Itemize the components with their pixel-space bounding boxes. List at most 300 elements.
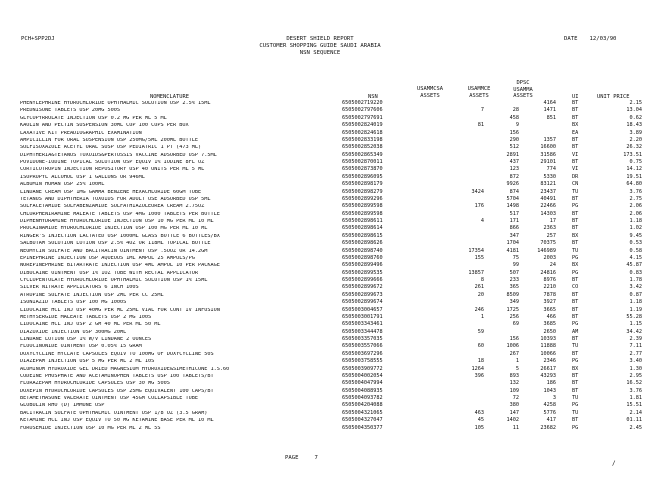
page-label: PAGE	[285, 455, 299, 461]
nsn-cell: 6505002898740	[342, 247, 383, 254]
nsn-cell: 6505003344478	[342, 328, 383, 335]
usammcsa-assets-cell: 18	[477, 358, 484, 365]
dpsc-assets-cell: 774	[546, 166, 556, 173]
usammce-assets-cell: 2891	[506, 151, 519, 158]
dpsc-assets-cell: 24816	[540, 269, 556, 276]
dpsc-assets-cell: 466	[546, 313, 556, 320]
nomenclature-cell: PHENYLEPHRINE HYDROCHLORIDE OPHTHALMIC SOLUTION USP 2.5% 15ML	[20, 101, 211, 106]
dpsc-assets-cell: 1471	[543, 107, 556, 114]
unit-price-cell: 2.39	[629, 336, 642, 342]
dpsc-assets-cell: 22466	[540, 203, 556, 210]
nsn-cell: 6505002896095	[342, 173, 383, 180]
nomenclature-cell: DOXYCYCLINE HYCLATE CAPSULES EQUIV TO 100MG OF DOXYCYCLINE 50S	[20, 351, 214, 357]
unit-of-issue-cell: BT	[572, 336, 579, 342]
unit-price-cell: 2.15	[629, 100, 642, 106]
unit-of-issue-cell: BT	[572, 387, 579, 394]
unit-of-issue-cell: BT	[572, 218, 579, 224]
column-header-usammce	[459, 86, 499, 99]
nsn-cell: 6505004088935	[342, 387, 383, 394]
unit-of-issue-cell: CO	[572, 284, 579, 291]
usammcsa-assets-cell: 7	[480, 107, 484, 114]
dpsc-assets-cell: 2363	[543, 225, 556, 232]
dpsc-assets-cell: 10393	[540, 336, 556, 342]
dpsc-assets-cell: 3	[552, 395, 556, 401]
unit-of-issue-cell: BT	[572, 107, 579, 114]
unit-price-cell: 64.80	[626, 181, 642, 188]
nsn-cell: 6505002898760	[342, 254, 383, 261]
usammcsa-assets-cell: 105	[474, 424, 484, 431]
nomenclature-cell: ALBUMIN HUMAN USP 25% 100ML	[20, 182, 105, 188]
unit-price-cell: 3.76	[629, 188, 642, 195]
unit-price-cell: 3.76	[629, 387, 642, 394]
nsn-cell: 6505002898279	[342, 188, 383, 195]
table-row	[20, 116, 642, 123]
usammce-assets-cell: 365	[509, 284, 519, 291]
unit-price-cell: 13.04	[626, 107, 642, 114]
dpsc-assets-cell: 2650	[543, 328, 556, 335]
usammce-assets-cell: 872	[509, 173, 519, 180]
dpsc-assets-cell: 24	[549, 262, 556, 269]
nomenclature-cell: LINDANE CREAM USP 1MG GAMMA BENZENE HEXACHLORIDE 60GM TUBE	[20, 189, 202, 195]
unit-of-issue-cell: VI	[572, 151, 579, 158]
usammcsa-assets-cell: 396	[474, 372, 484, 379]
dpsc-assets-cell: 2003	[543, 254, 556, 261]
nomenclature-cell: FLUOCINONIDE OINTMENT USP 0.05% 15 GRAM	[20, 344, 142, 350]
nsn-cell: 6505004350377	[342, 424, 383, 431]
unit-price-cell: 2.14	[629, 409, 642, 416]
usammcsa-assets-cell: 17354	[468, 247, 484, 254]
nomenclature-cell: FUROSEMIDE INJECTION USP 10 MG PER ML 2 ML 5S	[20, 425, 161, 431]
nomenclature-cell: GLYCOPYRROLATE INJECTION USP 0.2 MG PER ML 5 ML	[20, 115, 167, 121]
nsn-cell: 6505003343461	[342, 321, 383, 328]
unit-price-cell: 19.51	[626, 173, 642, 180]
nomenclature-cell: SULFACETAMIDE SULFABENZAMIDE SULFATHIAZOLEUREA CREAM 2.75OZ	[20, 204, 205, 210]
nomenclature-cell: NEOMYCIN SULFATE AND BACITRACIN OINTMENT USP .5OOZ OR 14.2GM	[20, 248, 208, 254]
unit-price-cell: 3.42	[629, 284, 642, 291]
usammce-assets-cell: 458	[509, 114, 519, 121]
usammce-assets-cell: 233	[509, 277, 519, 283]
usammcsa-assets-cell: 20	[477, 291, 484, 298]
column-header-ui: UI	[572, 94, 579, 100]
unit-of-issue-cell: TU	[572, 343, 579, 350]
unit-of-issue-cell: PG	[572, 321, 579, 328]
dpsc-assets-cell: 4164	[543, 100, 556, 106]
unit-of-issue-cell: BT	[572, 159, 579, 165]
column-header-usammcsa	[410, 86, 450, 99]
unit-of-issue-cell: BT	[572, 372, 579, 379]
usammce-assets-cell: 11	[512, 424, 519, 431]
nsn-cell: 6505002824618	[342, 129, 383, 136]
nomenclature-cell: CODEINE PHOSPHATE AND ACETAMINOPHEN TABLETS USP 100 TABLETS/BT	[20, 373, 214, 379]
usammcsa-assets-cell: 3424	[471, 188, 484, 195]
dpsc-assets-cell: 3685	[543, 321, 556, 328]
nomenclature-cell: METHYSERGIDE MALEATE TABLETS USP 2 MG 100S	[20, 314, 152, 320]
usammcsa-assets-cell: 59	[477, 328, 484, 335]
nsn-cell: 6505002898614	[342, 225, 383, 232]
usammce-assets-cell: 1	[515, 358, 519, 365]
dpsc-assets-label: ASSETS	[513, 93, 533, 100]
unit-of-issue-cell: BT	[572, 380, 579, 387]
dpsc-assets-cell: 4258	[543, 402, 556, 409]
usammce-assets-cell: 1498	[506, 203, 519, 210]
nsn-cell: 6505002899296	[342, 195, 383, 202]
nsn-cell: 6505003758555	[342, 358, 383, 365]
unit-price-cell: 0.58	[629, 247, 642, 254]
dpsc-label: DPSC	[516, 80, 530, 86]
unit-price-cell: 15.51	[626, 402, 642, 409]
unit-price-cell: 3.40	[629, 358, 642, 365]
usammce-label: USAMMCE	[467, 86, 491, 92]
dpsc-assets-cell: 11888	[540, 343, 556, 350]
unit-price-cell: 1.19	[629, 306, 642, 313]
nsn-cell: 6505002899666	[342, 277, 383, 283]
dpsc-assets-cell: 31586	[540, 151, 556, 158]
unit-of-issue-cell: BT	[572, 144, 579, 151]
nomenclature-cell: ISOPROPYL ALCOHOL USP 1 GALLONS OR 946ML	[20, 174, 145, 180]
column-header-nomenclature: NOMENCLATURE	[150, 94, 189, 100]
nomenclature-cell: TETANUS AND DIPHTHERIA TOXOIDS FOR ADULT USE ADSORBED USP 5ML	[20, 196, 211, 202]
dpsc-assets-cell: 3665	[543, 306, 556, 313]
usammce-assets-cell: 75	[512, 254, 519, 261]
usammce-assets-cell: 99	[512, 262, 519, 269]
dpsc-assets-cell: 23682	[540, 424, 556, 431]
dpsc-assets-cell: 17	[549, 218, 556, 224]
nomenclature-cell: PROCAINAMIDE HYDROCHLORIDE INJECTION USP 100 MG PER ML 10 ML	[20, 226, 208, 232]
usammce-assets-cell: 1402	[506, 417, 519, 424]
nsn-cell: 6505003001791	[342, 313, 383, 320]
dpsc-assets-cell: 26617	[540, 365, 556, 372]
usammcsa-assets-cell: 246	[474, 306, 484, 313]
unit-of-issue-cell: TU	[572, 409, 579, 416]
unit-price-cell: 1.02	[629, 225, 642, 232]
nsn-cell: 6505002899598	[342, 203, 383, 210]
unit-of-issue-cell: PG	[572, 402, 579, 409]
usammce-assets-cell: 512	[509, 144, 519, 151]
unit-of-issue-cell: BT	[572, 114, 579, 121]
usammce-assets-cell: 1725	[506, 306, 519, 313]
unit-of-issue-cell: BT	[572, 313, 579, 320]
usammce-assets-cell: 28	[512, 107, 519, 114]
unit-of-issue-cell: PG	[572, 203, 579, 210]
dpsc-assets-cell: 70375	[540, 240, 556, 247]
usammce-assets-cell: 72	[512, 395, 519, 401]
unit-of-issue-cell: VI	[572, 166, 579, 173]
nomenclature-cell: LAXATIVE KIT PREADIOGRAPHIC EXAMINATION	[20, 130, 142, 136]
dpsc-assets-cell: 40491	[540, 195, 556, 202]
nsn-cell: 6505004002054	[342, 372, 383, 379]
column-header-nsn: NSN	[368, 94, 378, 100]
nomenclature-cell: DIPHTHERIA&TETANUS TOXOIDS&PERTUSSIS VACCINE ADSORBED USP 7.5ML	[20, 152, 217, 158]
table-row	[20, 123, 642, 130]
dpsc-assets-cell: 146989	[537, 247, 556, 254]
nsn-cell: 6505002898611	[342, 218, 383, 224]
usammce-assets-cell: 69	[512, 321, 519, 328]
nomenclature-cell: NOREPINEPHRINE BITARTRATE INJECTION USP 4ML AMPUL 10 PER PACKAGE	[20, 263, 220, 269]
date-label: DATE	[564, 36, 578, 42]
unit-price-cell: 2.06	[629, 203, 642, 210]
nsn-cell: 6505004204088	[342, 402, 383, 409]
nsn-cell: 6505002899496	[342, 262, 383, 269]
nomenclature-cell: CORTICOTROPIN INJECTION REPOSITORY USP 40 UNITS PER ML 5 ML	[20, 167, 205, 173]
unit-of-issue-cell: BT	[572, 210, 579, 217]
nomenclature-cell: DIPHENHYDRAMINE HYDROCHLORIDE INJECTION USP 10 MG PER ML 10 ML	[20, 219, 214, 224]
nomenclature-cell: LIDOCAINE HCL INJ USP 40MG PER ML 25ML VIAL FOR CONT IV INFUSION	[20, 307, 220, 313]
unit-price-cell: 16.52	[626, 380, 642, 387]
usammcsa-assets-cell: 8	[480, 277, 484, 283]
dpsc-assets-cell: 83121	[540, 181, 556, 188]
dpsc-assets-cell: 2210	[543, 284, 556, 291]
nomenclature-cell: DOXEPIN HYDROCHLORIDE CAPSULES USP 25MG EQUIVALENT 100 CAPS/BT	[20, 388, 214, 394]
nsn-cell: 6505003357035	[342, 336, 383, 342]
unit-price-cell: 7.11	[629, 343, 642, 350]
nsn-cell: 6505003697296	[342, 350, 383, 357]
unit-price-cell: 3.89	[629, 129, 642, 136]
dpsc-assets-cell: 16600	[540, 144, 556, 151]
dpsc-assets-cell: 417	[546, 417, 556, 424]
unit-of-issue-cell: BT	[572, 299, 579, 306]
unit-of-issue-cell: BT	[572, 350, 579, 357]
nomenclature-cell: RINGER'S INJECTION LACTATED USP 1000ML GLASS BOTTLE 6 BOTTLES/BX	[20, 233, 220, 239]
unit-of-issue-cell: TU	[572, 395, 579, 401]
dpsc-assets-cell: 3927	[543, 299, 556, 306]
nsn-cell: 6505002824019	[342, 122, 383, 129]
unit-price-cell: 2.20	[629, 136, 642, 143]
dpsc-assets-cell: 43293	[540, 372, 556, 379]
dpsc-assets-cell: 851	[546, 114, 556, 121]
nomenclature-cell: EPINEPHRINE INJECTION USP AQUEOUS 1ML AMPUL 25 AMPULS/PG	[20, 255, 195, 261]
table-row	[20, 426, 642, 433]
usammce-assets-label: ASSETS	[469, 92, 489, 99]
usammcsa-label: USAMMCSA	[417, 86, 443, 92]
nsn-cell: 6505002899672	[342, 284, 383, 291]
unit-price-cell: 173.51	[623, 151, 642, 158]
nsn-cell: 6505002898615	[342, 232, 383, 239]
usammce-assets-cell: 5	[515, 365, 519, 372]
nsn-cell: 6505003909772	[342, 365, 383, 372]
nomenclature-cell: SILVER NITRATE APPLICATORS 6 INCH 100S	[20, 285, 139, 291]
unit-price-cell: 0.62	[629, 114, 642, 121]
table-row	[20, 389, 642, 396]
usammce-assets-cell: 156	[509, 336, 519, 342]
usammce-assets-cell: 380	[509, 402, 519, 409]
unit-price-cell: 2.06	[629, 210, 642, 217]
nomenclature-cell: CYCLOPENTOLATE HYDROCHLORIDE OPHTHALMIC SOLUTION USP 1% 15ML	[20, 278, 208, 283]
usammce-assets-cell: 147	[509, 409, 519, 416]
nsn-cell: 6505002899598	[342, 210, 383, 217]
nsn-cell: 6505002870011	[342, 159, 383, 165]
usammce-assets-cell: 156	[509, 129, 519, 136]
unit-of-issue-cell: TU	[572, 188, 579, 195]
table-row	[20, 212, 642, 219]
nsn-cell: 6505002898626	[342, 240, 383, 247]
usammce-assets-cell: 347	[509, 232, 519, 239]
unit-of-issue-cell: BT	[572, 306, 579, 313]
dpsc-assets-cell: 8976	[543, 277, 556, 283]
nsn-cell: 6505002797606	[342, 107, 383, 114]
report-date	[564, 37, 616, 43]
usammce-assets-cell: 267	[509, 350, 519, 357]
unit-of-issue-cell: DR	[572, 173, 579, 180]
nsn-cell: 6505004047994	[342, 380, 383, 387]
nomenclature-cell: KAOLIN AND PECTIN SUSPENSION 30ML CUP 100 CUPS PER BOX	[20, 123, 189, 129]
nomenclature-cell: ALUMINUM HYDROXIDE GEL DRIED MAGNESIUM HYDROXIDE&SIMETHICONE 1.S.60	[20, 366, 230, 372]
usammcsa-assets-cell: 176	[474, 203, 484, 210]
dpsc-assets-cell: 257	[546, 232, 556, 239]
table-row	[20, 256, 642, 263]
unit-price-cell: 01.11	[626, 417, 642, 424]
unit-of-issue-cell: CN	[572, 181, 579, 188]
usammcsa-assets-cell: 13857	[468, 269, 484, 276]
unit-price-cell: 1.15	[629, 321, 642, 328]
unit-price-cell: 14.12	[626, 166, 642, 173]
nomenclature-cell: DIAZEPAM INJECTION USP 5 MG PER ML 2 ML 10S	[20, 359, 155, 365]
report-sequence: NSN SEQUENCE	[299, 50, 341, 56]
unit-price-cell: 18.43	[626, 122, 642, 129]
usammce-assets-cell: 5704	[506, 195, 519, 202]
unit-of-issue-cell: PG	[572, 424, 579, 431]
usammce-assets-cell: 4181	[506, 247, 519, 254]
usammcsa-assets-cell: 45	[477, 417, 484, 424]
nsn-cell: 6505002852038	[342, 144, 383, 151]
usammce-assets-cell: 874	[509, 188, 519, 195]
nsn-cell: 6505002899535	[342, 269, 383, 276]
nsn-cell: 6505004093782	[342, 395, 383, 401]
column-header-dpsc	[504, 80, 542, 100]
unit-price-cell: 1.18	[629, 218, 642, 224]
unit-price-cell: 1.30	[629, 365, 642, 372]
unit-of-issue-cell: BT	[572, 277, 579, 283]
nomenclature-cell: BETAMETHASONE VALERATE OINTMENT USP 45GM COLLAPSIBLE TUBE	[20, 396, 199, 401]
nomenclature-cell: AMPICILLIN FOR ORAL SUSPENSION USP 250MG/5ML 200ML BOTTLE	[20, 137, 199, 143]
nsn-cell: 6505002873870	[342, 166, 383, 173]
unit-of-issue-cell: BX	[572, 232, 579, 239]
unit-price-cell: 0.83	[629, 269, 642, 276]
usammce-assets-cell: 517	[509, 210, 519, 217]
usammce-assets-cell: 437	[509, 159, 519, 165]
nsn-cell: 6505002898179	[342, 181, 383, 188]
unit-of-issue-cell: PG	[572, 269, 579, 276]
nomenclature-cell: LIDOCAINE HCL INJ USP 2 GM 40 ML PER ML 50 ML	[20, 322, 161, 328]
dpsc-assets-cell: 2346	[543, 358, 556, 365]
dpsc-assets-cell: 29101	[540, 159, 556, 165]
unit-price-cell: 0.87	[629, 291, 642, 298]
usammcsa-assets-label: ASSETS	[420, 92, 440, 99]
usammcsa-assets-cell: 463	[474, 409, 484, 416]
report-title-block	[190, 36, 450, 57]
unit-of-issue-cell: EA	[572, 129, 579, 136]
dpsc-assets-cell: 14303	[540, 210, 556, 217]
unit-price-cell: 0.53	[629, 240, 642, 247]
unit-price-cell: 0.75	[629, 159, 642, 165]
unit-price-cell: 2.45	[629, 424, 642, 431]
usammce-assets-cell: 507	[509, 269, 519, 276]
usammcsa-assets-cell: 155	[474, 254, 484, 261]
nomenclature-cell: SULFISOXAZOLE ACETYL ORAL SUSP USP PEDIATRIC 1 PT (473 ML)	[20, 145, 202, 151]
unit-of-issue-cell: BT	[572, 291, 579, 298]
nsn-cell: 6505002899673	[342, 291, 383, 298]
unit-price-cell: 26.32	[626, 144, 642, 151]
unit-of-issue-cell: BT	[572, 136, 579, 143]
nsn-cell: 6505002797691	[342, 114, 383, 121]
usamma-label: USAMMA	[513, 86, 533, 93]
usammce-assets-cell: 290	[509, 136, 519, 143]
page-number: 7	[314, 455, 318, 461]
nomenclature-cell: BACITRACIN SULFATE OPHTHALMIC OINTMENT USP 1/8 OZ (3.5 GRAM)	[20, 410, 208, 416]
unit-of-issue-cell: BX	[572, 365, 579, 372]
usammce-assets-cell: 866	[509, 225, 519, 232]
nomenclature-cell: FLURAZEPAM HYDROCHLORIDE CAPSULES USP 30 MG 500S	[20, 381, 170, 387]
unit-price-cell: 4.15	[629, 254, 642, 261]
unit-of-issue-cell: TU	[572, 247, 579, 254]
nomenclature-cell: KETAMINE HCL INJ USP EQUIV TO 50 MG KETAMINE BASE PER ML 10 ML	[20, 418, 214, 424]
report-subtitle: CUSTOMER SHOPPING GUIDE SAUDI ARABIA	[259, 43, 381, 49]
unit-price-cell: 45.87	[626, 262, 642, 269]
usammce-assets-cell: 349	[509, 299, 519, 306]
unit-of-issue-cell: BT	[572, 100, 579, 106]
usammcsa-assets-cell: 81	[477, 122, 484, 129]
unit-price-cell: 55.28	[626, 313, 642, 320]
usammce-assets-cell: 1704	[506, 240, 519, 247]
dpsc-assets-cell: 186	[546, 380, 556, 387]
unit-of-issue-cell: BT	[572, 225, 579, 232]
dpsc-assets-cell: 23437	[540, 188, 556, 195]
unit-of-issue-cell: BT	[572, 240, 579, 247]
nomenclature-cell: DIAZOXIDE INJECTION USP 300MG 20ML	[20, 329, 127, 335]
usammce-assets-cell: 9	[515, 122, 519, 129]
nsn-cell: 6505004327047	[342, 417, 383, 424]
unit-of-issue-cell: BT	[572, 195, 579, 202]
nomenclature-cell: GLOBULIN RHO (D) IMMUNE USP	[20, 403, 105, 409]
dpsc-assets-cell: 7878	[543, 291, 556, 298]
nsn-cell: 6505004321065	[342, 409, 383, 416]
nomenclature-cell: ATROPINE SULFATE INJECTION USP 2ML PER CC 25ML	[20, 292, 164, 298]
usammcsa-assets-cell: 60	[477, 343, 484, 350]
item-table	[20, 101, 642, 433]
nomenclature-cell: ISONIAZID TABLETS USP 100 MG 1000S	[20, 300, 127, 306]
usammce-assets-cell: 9926	[506, 181, 519, 188]
nsn-cell: 6505003557066	[342, 343, 383, 350]
unit-of-issue-cell: BX	[572, 262, 579, 269]
nomenclature-cell: LINDANE LOTION USP 1% W/V LINDANE 2 OUNCES	[20, 337, 152, 342]
unit-of-issue-cell: PG	[572, 358, 579, 365]
page-footer	[285, 456, 318, 462]
usammcsa-assets-cell: 1264	[471, 365, 484, 372]
unit-price-cell: 34.42	[626, 328, 642, 335]
unit-of-issue-cell: PG	[572, 254, 579, 261]
usammcsa-assets-cell: 1	[480, 313, 484, 320]
nsn-cell: 6505002719220	[342, 100, 383, 106]
usammce-assets-cell: 171	[509, 218, 519, 224]
usammce-assets-cell: 123	[509, 166, 519, 173]
nomenclature-cell: CHLORPHENIRAMINE MALEATE TABLETS USP 4MG 1000 TABLETS PER BOTTLE	[20, 211, 220, 217]
dpsc-assets-cell: 5330	[543, 173, 556, 180]
nomenclature-cell: PREDNISONE TABLETS USP 20MG 500S	[20, 108, 120, 114]
unit-price-cell: 2.77	[629, 350, 642, 357]
nsn-cell: 6505003004657	[342, 306, 383, 313]
usammce-assets-cell: 893	[509, 372, 519, 379]
usammce-assets-cell: 8509	[506, 291, 519, 298]
unit-price-cell: 1.81	[629, 395, 642, 401]
dpsc-assets-cell: 5776	[543, 409, 556, 416]
dpsc-assets-cell: 10066	[540, 350, 556, 357]
usammcsa-assets-cell: 261	[474, 284, 484, 291]
unit-price-cell: 2.95	[629, 372, 642, 379]
unit-price-cell: 1.18	[629, 299, 642, 306]
report-title: DESERT SHIELD REPORT	[286, 36, 354, 42]
dpsc-assets-cell: 1043	[543, 387, 556, 394]
nsn-cell: 6505002865349	[342, 151, 383, 158]
unit-price-cell: 9.45	[629, 232, 642, 239]
